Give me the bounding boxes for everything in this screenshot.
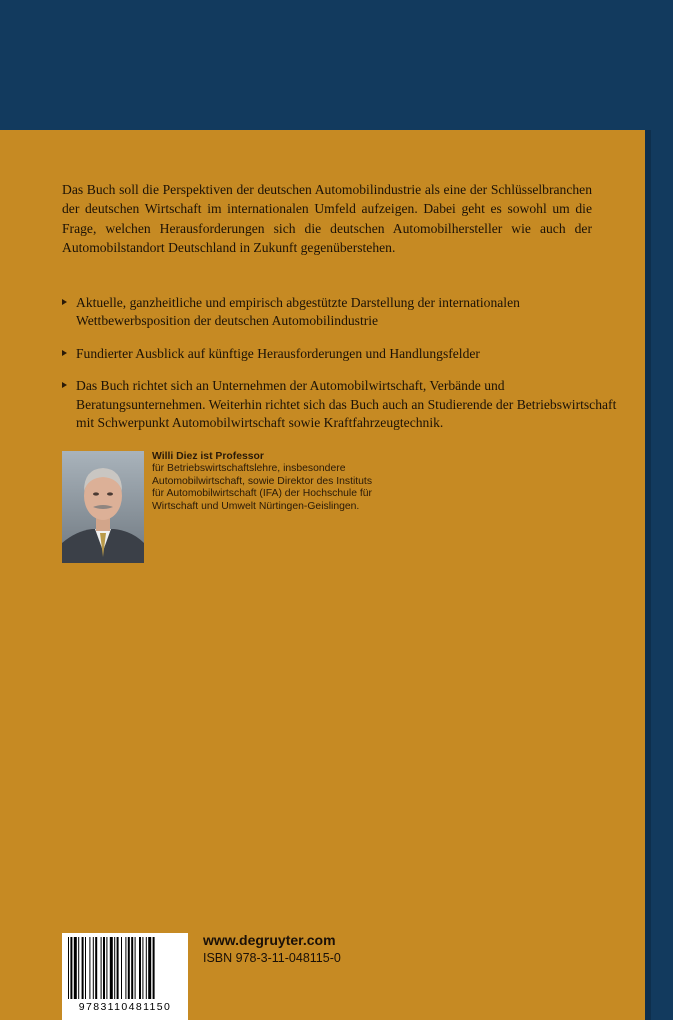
triangle-bullet-icon <box>62 382 67 388</box>
intro-text: Das Buch soll die Perspektiven der deutschen Automobilindustrie als eine der Schlüsselbranchen der deutschen Wirtschaft im internationalen Umfeld aufzeigen. Dabei geht es sowohl um die Frage, welchen Herausforderungen sich die deutschen Automobilhersteller wie auch der Automobilstandort Deutschland in Zukunft gegenüberstehen. <box>62 182 592 256</box>
author-photo <box>62 451 144 563</box>
author-bio <box>152 451 382 513</box>
bullet-list <box>62 294 627 446</box>
triangle-bullet-icon <box>62 299 67 305</box>
isbn: ISBN 978-3-11-048115-0 <box>203 951 341 965</box>
author-bio-text: für Betriebswirtschaftslehre, insbesondere Automobilwirtschaft, sowie Direktor des Instituts für Automobilwirtschaft (IFA) der Hochschule für Wirtschaft und Umwelt Nürtingen-Geislingen. <box>152 463 373 512</box>
bullet-text: Aktuelle, ganzheitliche und empirisch abgestützte Darstellung der internationalen Wettbewerbsposition der deutschen Automobilindustrie <box>76 295 520 329</box>
barcode <box>62 933 188 1020</box>
triangle-bullet-icon <box>62 350 67 356</box>
bullet-text: Das Buch richtet sich an Unternehmen der Automobilwirtschaft, Verbände und Beratungsunternehmen. Weiterhin richtet sich das Buch auch an Studierende der Betriebswirtschaft mit Schwerpunkt Automobilwirtschaft sowie Kraftfahrzeugtechnik. <box>76 378 617 431</box>
top-band <box>0 0 673 130</box>
panel-shadow <box>645 130 651 1020</box>
back-cover-panel <box>0 130 645 1020</box>
barcode-bars <box>66 937 184 999</box>
list-item <box>62 294 627 331</box>
list-item <box>62 345 627 363</box>
bullet-text: Fundierter Ausblick auf künftige Herausforderungen und Handlungsfelder <box>76 345 480 361</box>
publisher-website[interactable]: www.degruyter.com <box>203 932 336 948</box>
list-item <box>62 377 627 432</box>
author-heading: Willi Diez ist Professor <box>152 451 264 462</box>
barcode-number: 9783110481150 <box>78 1001 172 1013</box>
